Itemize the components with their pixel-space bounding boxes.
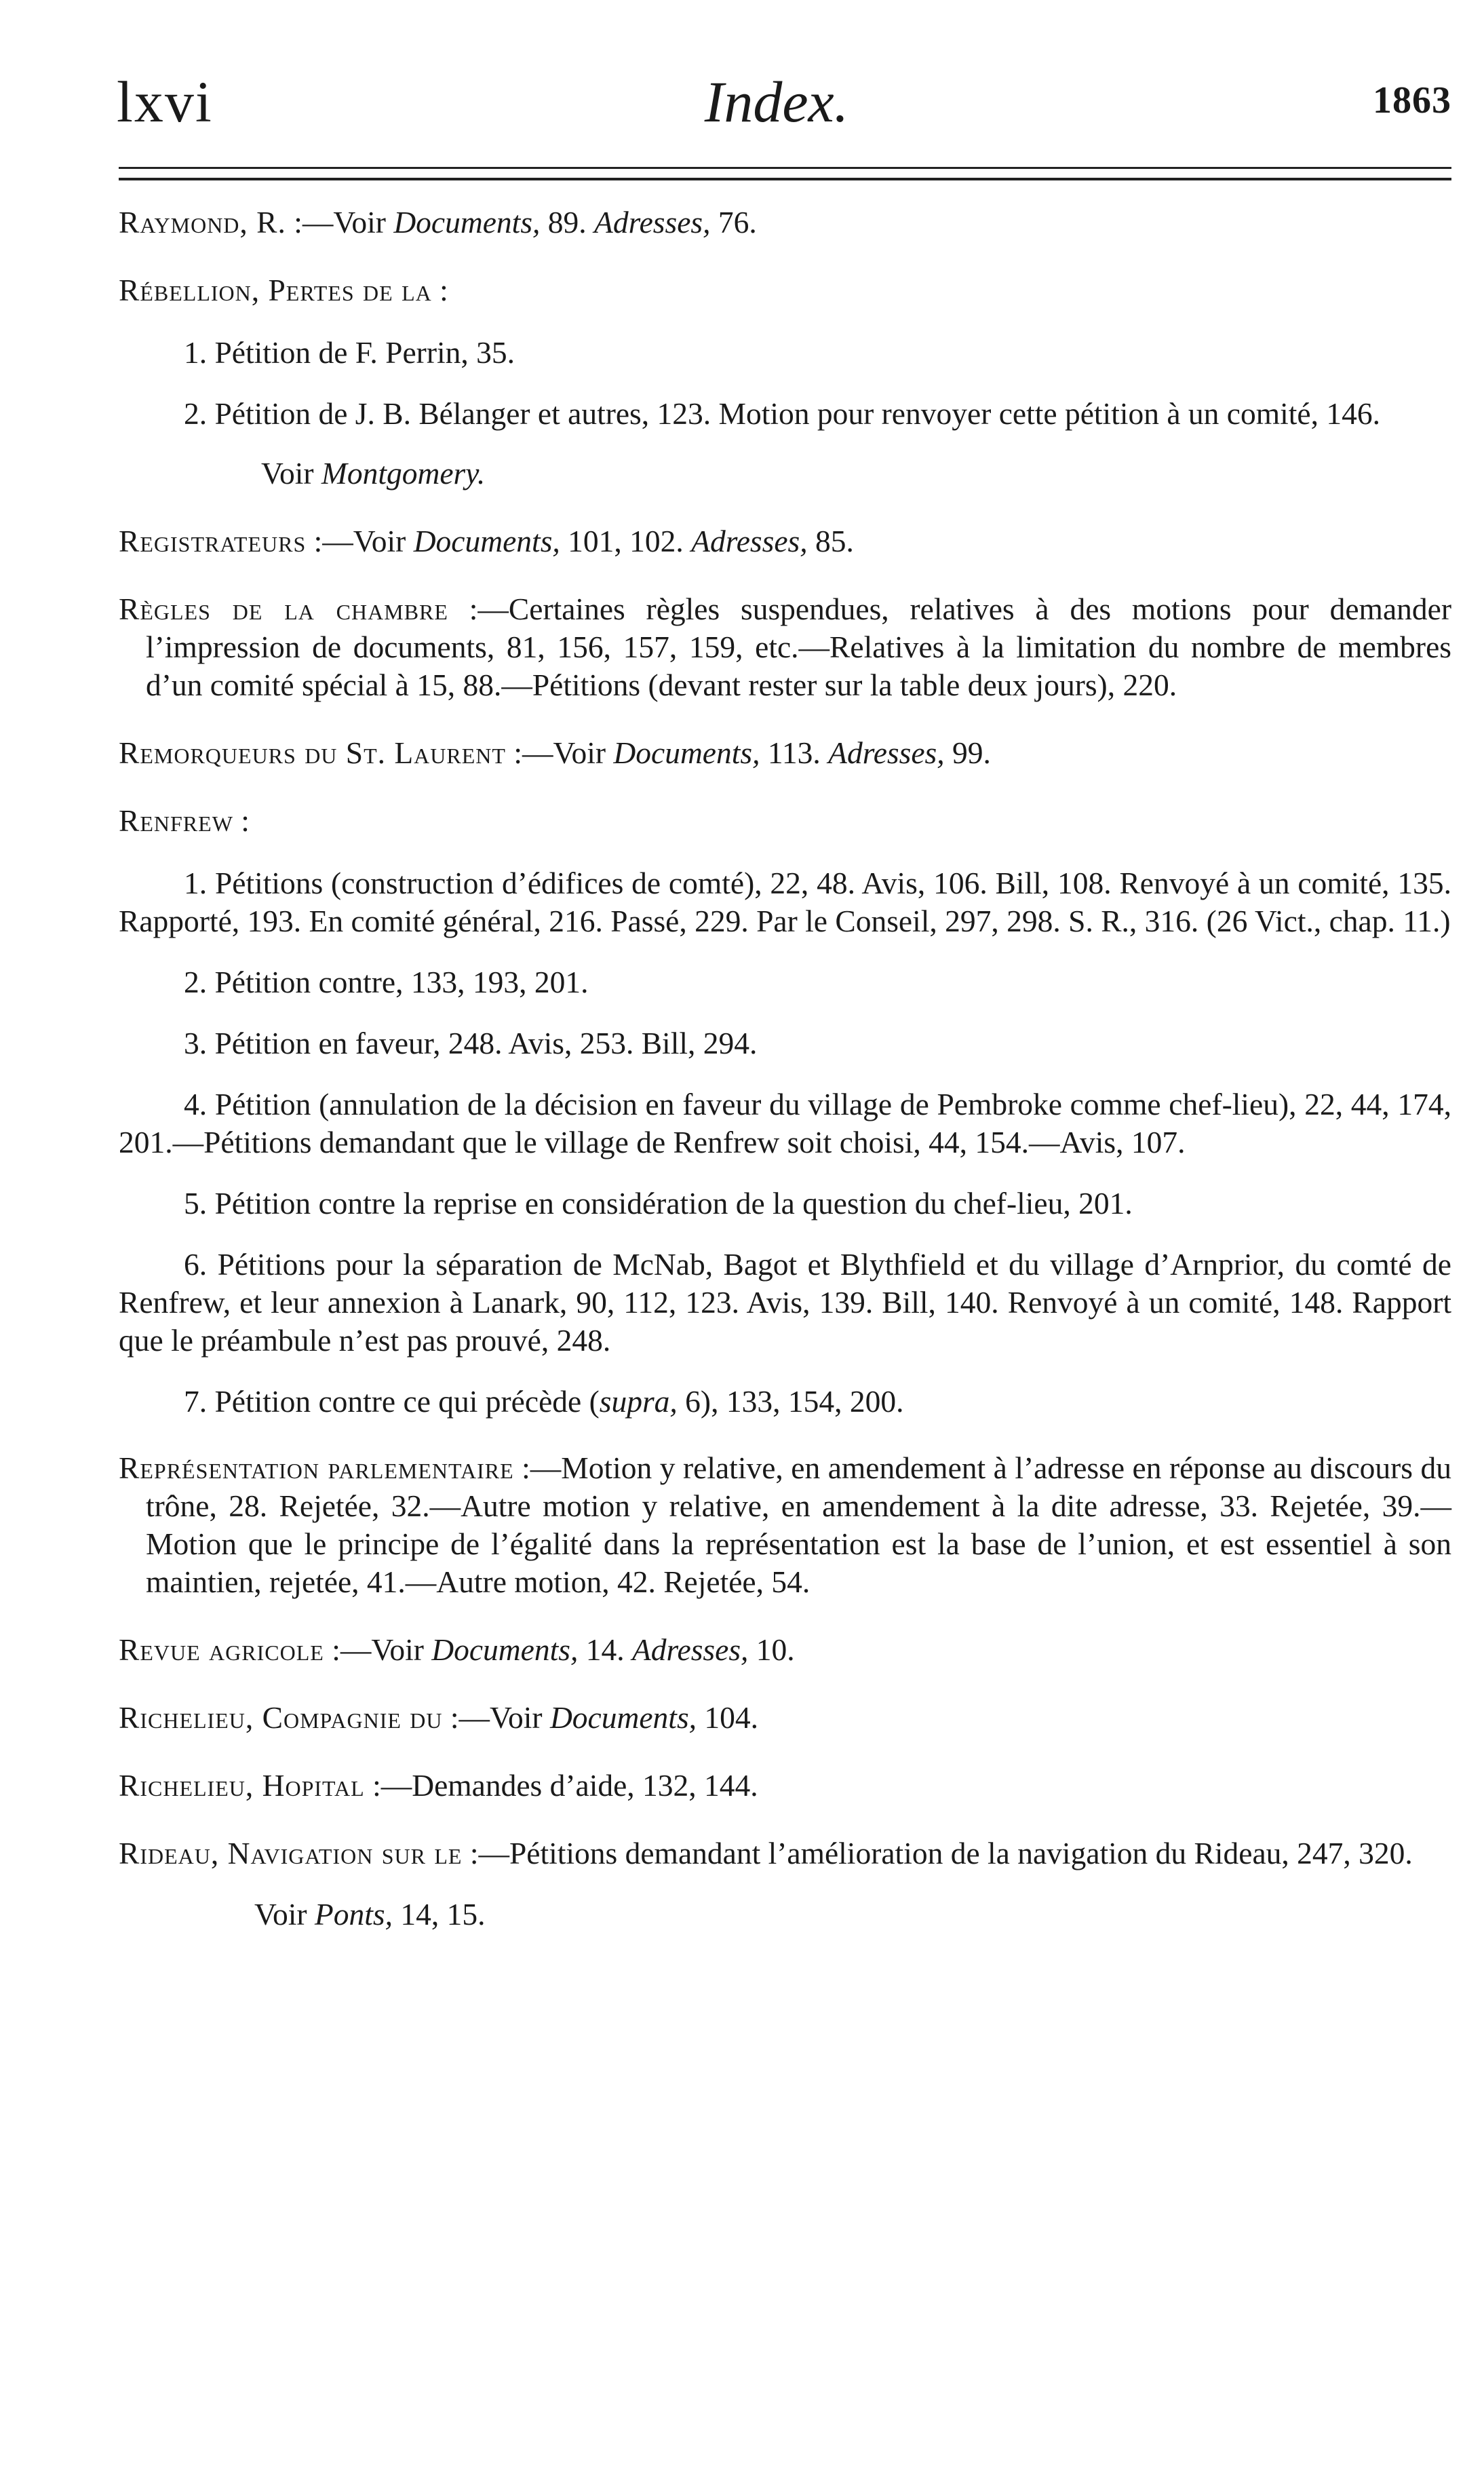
- sub-entry-text: 7. Pétition contre ce qui précède (: [184, 1384, 600, 1419]
- entry-text: 14.: [578, 1632, 632, 1667]
- entry-text: 89.: [540, 205, 595, 239]
- sub-entry: 1. Pétition de F. Perrin, 35.: [184, 335, 515, 370]
- page-folio: lxvi: [117, 69, 213, 134]
- entry-ref: Adresses,: [828, 735, 945, 770]
- see-also-ref: Ponts,: [314, 1897, 393, 1932]
- entry-heading: Raymond, R.: [119, 205, 286, 239]
- header-year: 1863: [1373, 79, 1451, 121]
- see-also-ref: Montgomery.: [321, 456, 486, 491]
- entry-text: 104.: [697, 1700, 759, 1735]
- entry-text: :—Motion y relative, en amendement à l’adresse en réponse au discours du trône, 28. Rejetée, 32.—Autre motion y relative, en amendement à la dite adresse, 33. Rejetée, 39.—Motion que le principe de l’égalité dans la représentation est la base de l’union, et est essentiel à son maintien, rejetée, 41.—Autre motion, 42. Rejetée, 54.: [146, 1450, 1451, 1599]
- index-entries: [119, 204, 1451, 1963]
- index-entry-revue-agricole: [119, 1631, 1451, 1669]
- sub-entry: 2. Pétition de J. B. Bélanger et autres, 123. Motion pour renvoyer cette pétition à un comité, 146.: [184, 396, 1380, 431]
- see-also: [119, 1896, 1451, 1934]
- index-entry-remorqueurs: [119, 734, 1451, 772]
- sub-entry: 2. Pétition contre, 133, 193, 201.: [184, 965, 589, 999]
- entry-ref: Adresses,: [631, 1632, 749, 1667]
- see-also-label: Voir: [254, 1897, 315, 1932]
- entry-ref: Documents,: [431, 1632, 579, 1667]
- index-entry-richelieu-hopital: [119, 1767, 1451, 1805]
- see-also-text: 14, 15.: [392, 1897, 486, 1932]
- entry-heading: Registrateurs: [119, 524, 307, 558]
- sub-entry: 3. Pétition en faveur, 248. Avis, 253. Bill, 294.: [184, 1026, 758, 1060]
- entry-heading: Rébellion, Pertes de la: [119, 273, 432, 307]
- header-rule-bottom: [119, 178, 1451, 180]
- index-entry-rideau: [119, 1834, 1451, 1872]
- entry-text: :—Voir: [505, 735, 614, 770]
- entry-heading: Richelieu, Compagnie du: [119, 1700, 443, 1735]
- page-header: [102, 64, 1451, 139]
- index-entry-registrateurs: [119, 522, 1451, 560]
- entry-ref: Adresses,: [594, 205, 711, 239]
- entry-ref: Documents,: [393, 205, 541, 239]
- entry-text: :—Pétitions demandant l’amélioration de la navigation du Rideau, 247, 320.: [462, 1836, 1413, 1870]
- header-rule-top: [119, 167, 1451, 169]
- entry-ref: Documents,: [413, 524, 560, 558]
- entry-text: :—Demandes d’aide, 132, 144.: [364, 1768, 758, 1803]
- entry-heading: Règles de la chambre: [119, 592, 448, 626]
- entry-text: 85.: [807, 524, 854, 558]
- sub-entry: 6. Pétitions pour la séparation de McNab, Bagot et Blythfield et du village d’Arnprior, du comté de Renfrew, et leur annexion à Lanark, 90, 112, 123. Avis, 139. Bill, 140. Renvoyé à un comité, 148. Rapport que le préambule n’est pas prouvé, 248.: [119, 1247, 1451, 1358]
- running-title: Index.: [704, 69, 849, 134]
- sub-entry: 5. Pétition contre la reprise en considération de la question du chef-lieu, 201.: [184, 1186, 1133, 1221]
- entry-text: :—Voir: [442, 1700, 550, 1735]
- entry-ref: Adresses,: [691, 524, 808, 558]
- entry-ref: Documents,: [549, 1700, 697, 1735]
- entry-heading: Rideau, Navigation sur le: [119, 1836, 463, 1870]
- sub-entry-text: 6), 133, 154, 200.: [677, 1384, 904, 1419]
- entry-heading: Représentation parlementaire: [119, 1450, 514, 1485]
- entry-text: :—Voir: [306, 524, 414, 558]
- entry-ref: Documents,: [613, 735, 760, 770]
- index-entry-renfrew: [119, 802, 1451, 840]
- sub-entry-ref: supra,: [599, 1384, 678, 1419]
- index-entry-rebellion: [119, 271, 1451, 309]
- entry-text: 10.: [748, 1632, 795, 1667]
- see-also: [119, 455, 1451, 493]
- entry-heading: Revue agricole: [119, 1632, 324, 1667]
- entry-text: :: [233, 803, 250, 838]
- entry-text: :—Certaines règles suspendues, relatives à des motions pour demander l’impression de documents, 81, 156, 157, 159, etc.—Relatives à la limitation du nombre de membres d’un comité spécial à 15, 88.—Pétitions (devant rester sur la table deux jours), 220.: [146, 592, 1451, 702]
- entry-text: :—Voir: [324, 1632, 432, 1667]
- entry-text: 101, 102.: [560, 524, 692, 558]
- sub-entry: 4. Pétition (annulation de la décision en faveur du village de Pembroke comme chef-lieu), 22, 44, 174, 201.—Pétitions demandant que le village de Renfrew soit choisi, 44, 154.—Avis, 107.: [119, 1087, 1451, 1159]
- entry-heading: Richelieu, Hopital: [119, 1768, 365, 1803]
- entry-text: :—Voir: [286, 205, 394, 239]
- see-also-label: Voir: [261, 456, 321, 491]
- sub-entry: [119, 1383, 1451, 1421]
- entry-text: 113.: [760, 735, 829, 770]
- index-entry-regles: [119, 590, 1451, 704]
- entry-text: 76.: [710, 205, 757, 239]
- entry-text: :: [431, 273, 448, 307]
- entry-heading: Remorqueurs du St. Laurent: [119, 735, 506, 770]
- index-entry-raymond: [119, 204, 1451, 242]
- sub-entry: 1. Pétitions (construction d’édifices de comté), 22, 48. Avis, 106. Bill, 108. Renvoyé à un comité, 135. Rapporté, 193. En comité général, 216. Passé, 229. Par le Conseil, 297, 298. S. R., 316. (26 Vict., chap. 11.): [119, 866, 1451, 938]
- index-entry-representation: [119, 1449, 1451, 1601]
- index-entry-richelieu-compagnie: [119, 1699, 1451, 1737]
- entry-text: 99.: [944, 735, 991, 770]
- entry-heading: Renfrew: [119, 803, 233, 838]
